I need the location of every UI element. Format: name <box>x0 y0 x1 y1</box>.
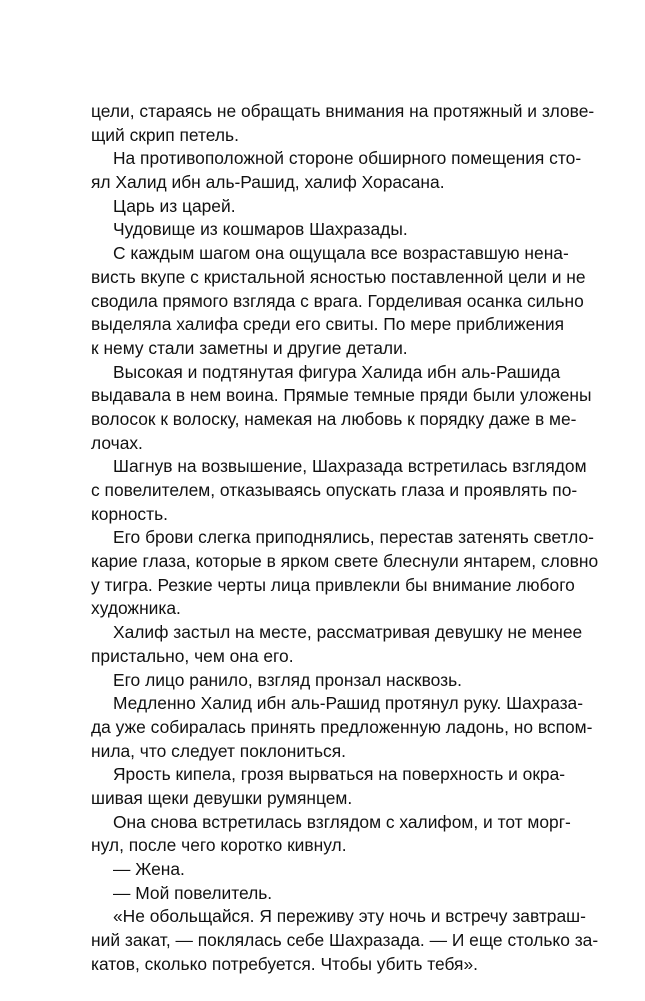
text-line: Шагнув на возвышение, Шахразада встретилась взглядом <box>113 456 587 477</box>
text-line: карие глаза, которые в ярком свете блеснули янтарем, словно <box>91 551 599 572</box>
text-line: к нему стали заметны и другие детали. <box>91 337 408 358</box>
text-line: нила, что следует поклониться. <box>91 740 346 761</box>
text-line: с повелителем, отказываясь опускать глаза и проявлять по- <box>91 480 578 500</box>
text-line: корность. <box>91 503 168 524</box>
text-line: выделяла халифа среди его свиты. По мере приближения <box>91 314 564 335</box>
text-line: волосок к волоску, намекая на любовь к порядку даже в ме- <box>91 408 577 429</box>
text-line: Его лицо ранило, взгляд пронзал насквозь. <box>113 669 463 690</box>
text-line: Высокая и подтянутая фигура Халида ибн аль-Рашида <box>113 361 561 382</box>
text-line: пристально, чем она его. <box>91 645 294 666</box>
text-line: На противоположной стороне обширного помещения сто- <box>113 148 582 169</box>
text-line: да уже собиралась принять предложенную ладонь, но вспом- <box>91 716 593 737</box>
text-line: С каждым шагом она ощущала все возраставшую нена- <box>113 243 569 264</box>
body-text <box>91 100 599 976</box>
text-line: висть вкупе с кристальной ясностью поставленной цели и не <box>91 266 586 287</box>
text-line: нул, после чего коротко кивнул. <box>91 835 347 856</box>
text-line: Она снова встретилась взглядом с халифом, и тот морг- <box>113 811 571 832</box>
text-line: ял Халид ибн аль-Рашид, халиф Хорасана. <box>91 172 445 193</box>
text-line: ний закат, — поклялась себе Шахразада. — И еще столько за- <box>91 930 599 951</box>
text-line: выдавала в нем воина. Прямые темные пряди были уложены <box>91 385 592 406</box>
text-line: Его брови слегка приподнялись, перестав затенять светло- <box>113 527 594 548</box>
text-line: у тигра. Резкие черты лица привлекли бы внимание любого <box>91 574 575 595</box>
text-line: катов, сколько потребуется. Чтобы убить тебя». <box>91 953 478 974</box>
text-line: цели, стараясь не обращать внимания на протяжный и злове- <box>91 101 595 121</box>
text-line: — Жена. <box>113 859 185 879</box>
text-line: сводила прямого взгляда с врага. Горделивая осанка сильно <box>91 290 584 311</box>
text-line: «Не обольщайся. Я переживу эту ночь и встречу завтраш- <box>113 906 586 927</box>
text-line: Царь из царей. <box>113 195 236 216</box>
text-line: лочах. <box>91 432 143 453</box>
text-line: Медленно Халид ибн аль-Рашид протянул руку. Шахраза- <box>113 693 584 714</box>
text-line: Чудовище из кошмаров Шахразады. <box>113 219 408 240</box>
text-line: шивая щеки девушки румянцем. <box>91 787 353 808</box>
text-line: Халиф застыл на месте, рассматривая девушку не менее <box>113 622 583 643</box>
text-line: — Мой повелитель. <box>113 882 273 903</box>
text-line: щий скрип петель. <box>91 124 239 145</box>
text-line: художника. <box>91 598 181 619</box>
text-line: Ярость кипела, грозя вырваться на поверхность и окра- <box>113 764 566 785</box>
